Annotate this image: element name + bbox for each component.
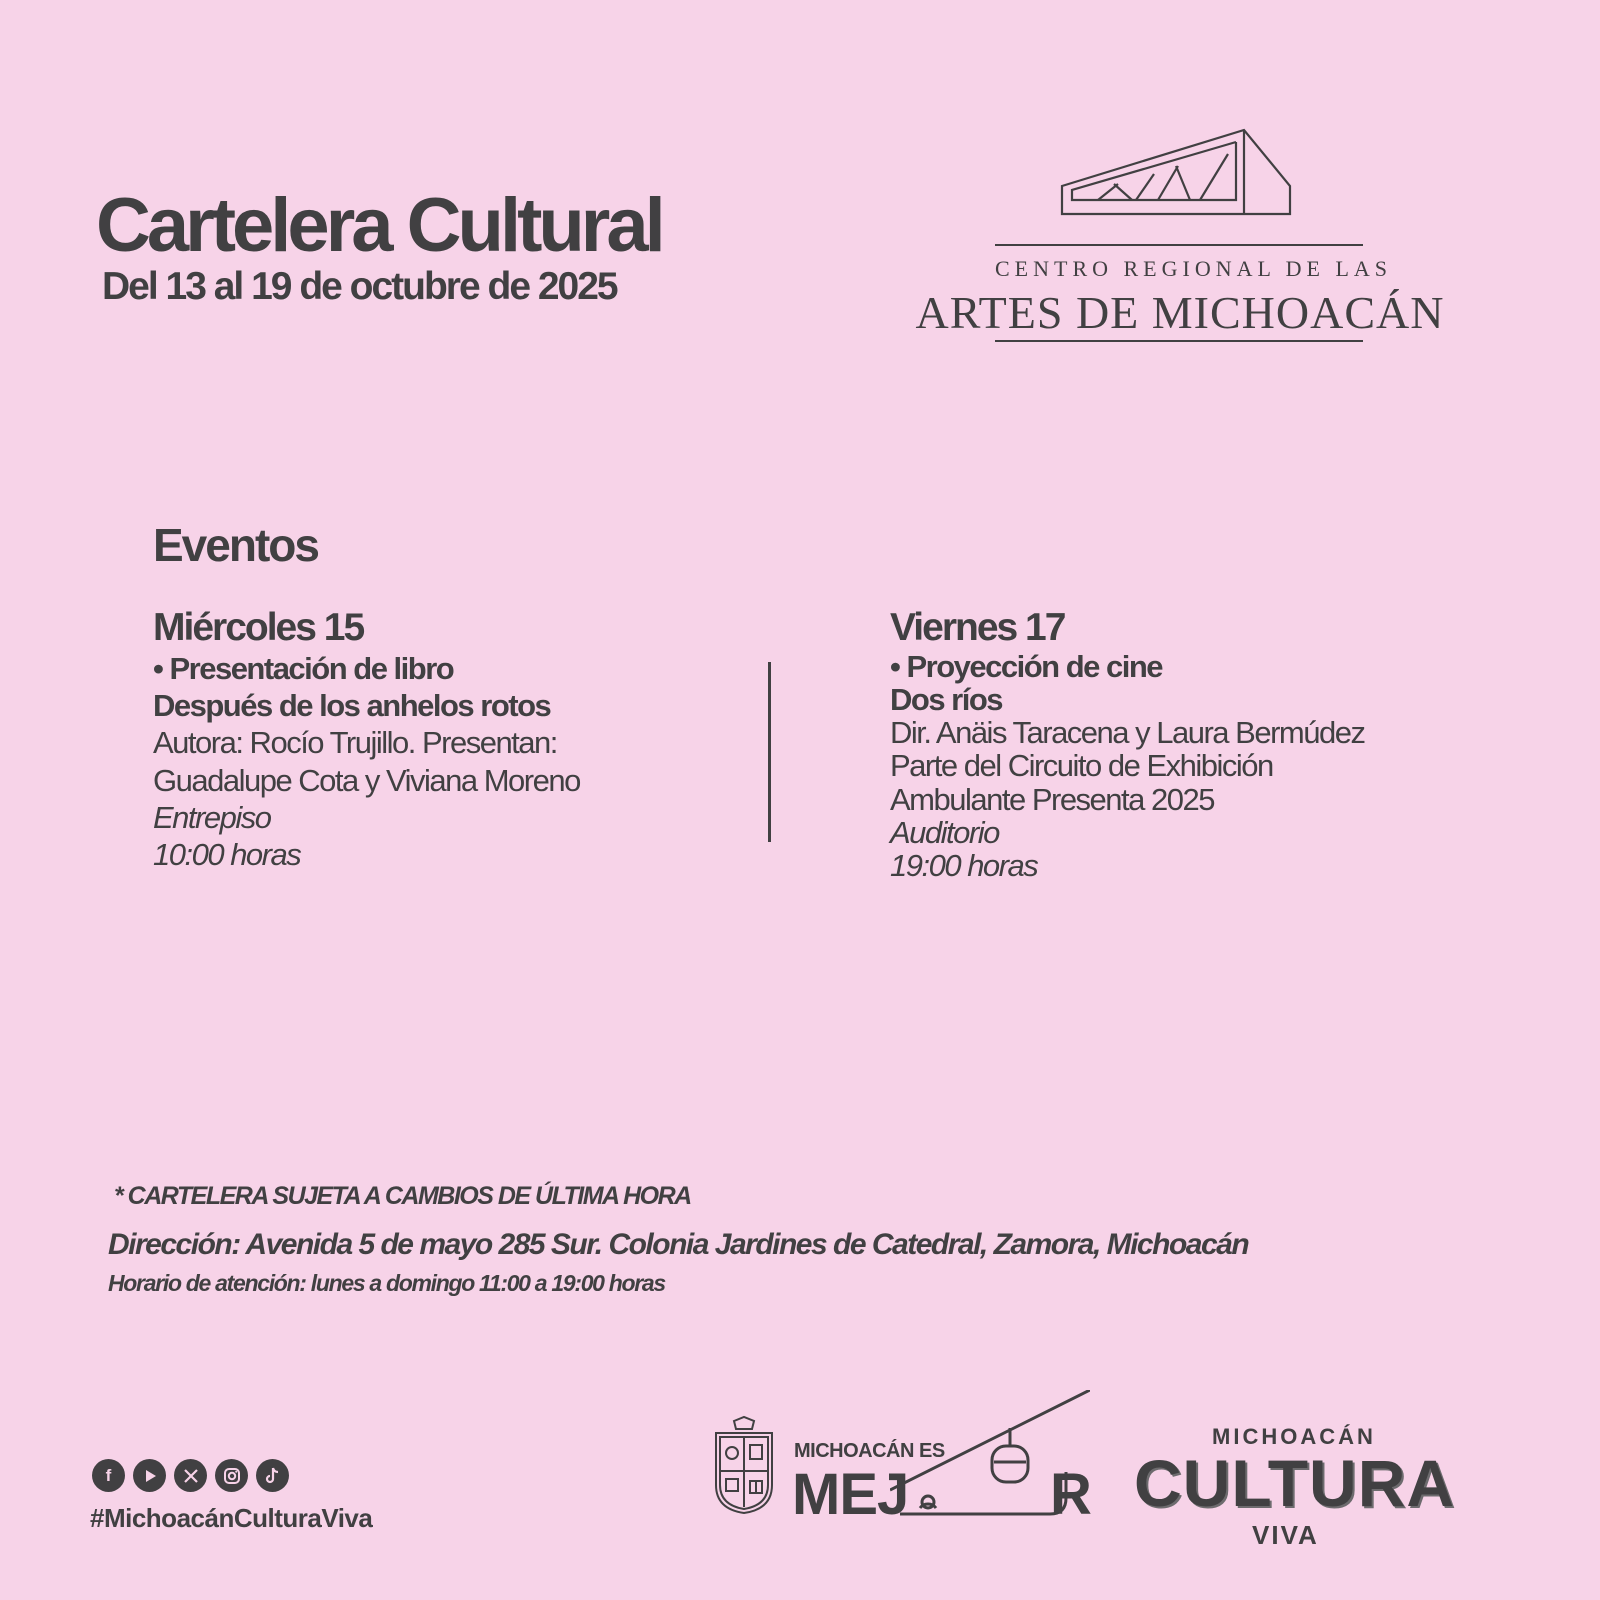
tiktok-icon[interactable] — [256, 1459, 289, 1492]
event-detail: Guadalupe Cota y Viviana Moreno — [153, 762, 580, 798]
cultura-label: CULTURA — [1134, 1446, 1456, 1520]
logo-rule-bottom — [995, 340, 1363, 342]
column-divider — [768, 662, 771, 842]
youtube-icon[interactable] — [133, 1459, 166, 1492]
event-detail: Parte del Circuito de Exhibición — [890, 748, 1273, 784]
logo-line-1: CENTRO REGIONAL DE LAS — [995, 256, 1392, 281]
viva-label: VIVA — [1252, 1520, 1319, 1550]
event-card-friday — [890, 608, 1490, 882]
social-links — [92, 1459, 289, 1492]
address-text: Dirección: Avenida 5 de mayo 285 Sur. Colonia Jardines de Catedral, Zamora, Michoacán — [108, 1228, 1249, 1261]
event-day: Miércoles 15 — [153, 606, 364, 649]
instagram-icon[interactable] — [215, 1459, 248, 1492]
event-category: • Proyección de cine — [890, 649, 1163, 684]
x-icon[interactable] — [174, 1459, 207, 1492]
event-place: Auditorio — [890, 814, 999, 850]
hashtag: #MichoacánCulturaViva — [90, 1503, 373, 1533]
disclaimer-note: * CARTELERA SUJETA A CAMBIOS DE ÚLTIMA HORA — [114, 1182, 691, 1210]
event-detail: Ambulante Presenta 2025 — [890, 781, 1214, 817]
michoacan-es-label: MICHOACÁN ES — [794, 1440, 945, 1462]
event-time: 10:00 horas — [153, 836, 301, 872]
building-logo-icon — [1058, 128, 1298, 218]
event-card-wednesday — [153, 608, 753, 873]
date-range: Del 13 al 19 de octubre de 2025 — [102, 265, 617, 308]
mejor-r-label: R — [1050, 1462, 1092, 1527]
event-title: Dos ríos — [890, 682, 1003, 718]
events-heading: Eventos — [153, 519, 318, 571]
event-day: Viernes 17 — [890, 606, 1065, 649]
mejor-label: MEJ — [792, 1462, 909, 1527]
event-time: 19:00 horas — [890, 847, 1038, 883]
opening-hours: Horario de atención: lunes a domingo 11:00 a 19:00 horas — [108, 1270, 665, 1296]
page-title: Cartelera Cultural — [96, 183, 662, 268]
event-detail: Autora: Rocío Trujillo. Presentan: — [153, 725, 557, 761]
logo-line-2: ARTES DE MICHOACÁN — [915, 287, 1445, 338]
event-title: Después de los anhelos rotos — [153, 688, 551, 724]
event-category: • Presentación de libro — [153, 651, 454, 686]
coat-of-arms-icon — [712, 1415, 776, 1515]
event-place: Entrepiso — [153, 799, 271, 835]
logo-rule-top — [995, 244, 1363, 246]
cultura-top-label: MICHOACÁN — [1212, 1424, 1376, 1449]
event-detail: Dir. Anäis Taracena y Laura Bermúdez — [890, 715, 1365, 751]
facebook-icon[interactable]: f — [92, 1459, 125, 1492]
